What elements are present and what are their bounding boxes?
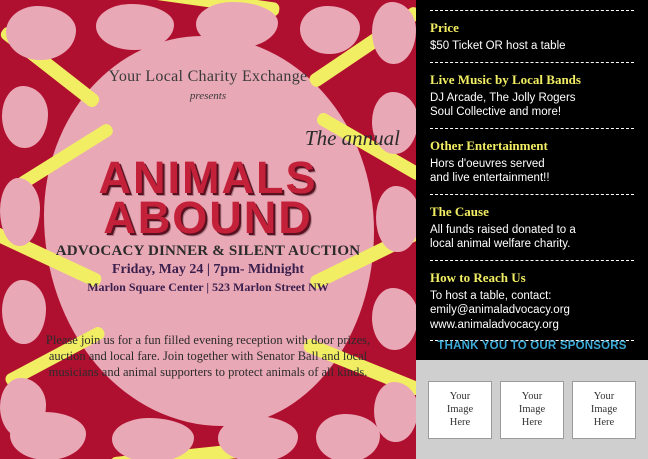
the-annual-label: The annual [304,126,400,150]
info-block [416,20,648,54]
divider [430,62,634,63]
event-datetime: Friday, May 24 | 7pm- Midnight [111,262,305,277]
sponsor-image-placeholder[interactable]: Your Image Here [572,381,636,439]
info-body: $50 Ticket OR host a table [430,40,566,52]
info-body: All funds raised donated to a local animal welfare charity. [430,223,576,250]
info-heading: Other Entertainment [430,137,548,153]
sponsor-image-placeholder[interactable]: Your Image Here [428,381,492,439]
info-body: DJ Arcade, The Jolly Rogers Soul Collective and more! [430,91,576,118]
info-heading: How to Reach Us [430,269,526,285]
event-venue: Marlon Square Center | 523 Marlon Street NW [87,280,329,294]
info-body: Hors d'oeuvres served and live entertainment!! [430,157,550,184]
sponsor-image-placeholder[interactable]: Your Image Here [500,381,564,439]
organization-name: Your Local Charity Exchange [108,68,308,85]
presents-label: presents [189,90,227,102]
info-heading: Price [430,20,459,35]
info-block [416,72,648,120]
event-description: Please join us for a fun filled evening reception with door prizes, auction and local fare. Join together with Senator Ball and local musicians and animal supporters to protect animals of all kinds. [45,333,371,379]
info-heading: Live Music by Local Bands [430,71,581,87]
divider [430,194,634,195]
event-subtitle: ADVOCACY DINNER & SILENT AUCTION [55,243,361,259]
divider [430,128,634,129]
sponsors-title: THANK YOU TO OUR SPONSORS [437,340,627,352]
event-title-line-2: ABOUND [103,192,313,243]
sponsor-logo-strip [416,360,648,459]
divider [430,260,634,261]
info-body: To host a table, contact: emily@animaladvocacy.org www.animaladvocacy.org [430,289,570,331]
info-block [416,138,648,186]
info-block [416,204,648,252]
info-heading: The Cause [430,203,489,219]
divider [430,10,634,11]
info-block [416,270,648,333]
info-block-list [416,20,648,341]
event-title-line-1: ANIMALS [98,152,318,203]
